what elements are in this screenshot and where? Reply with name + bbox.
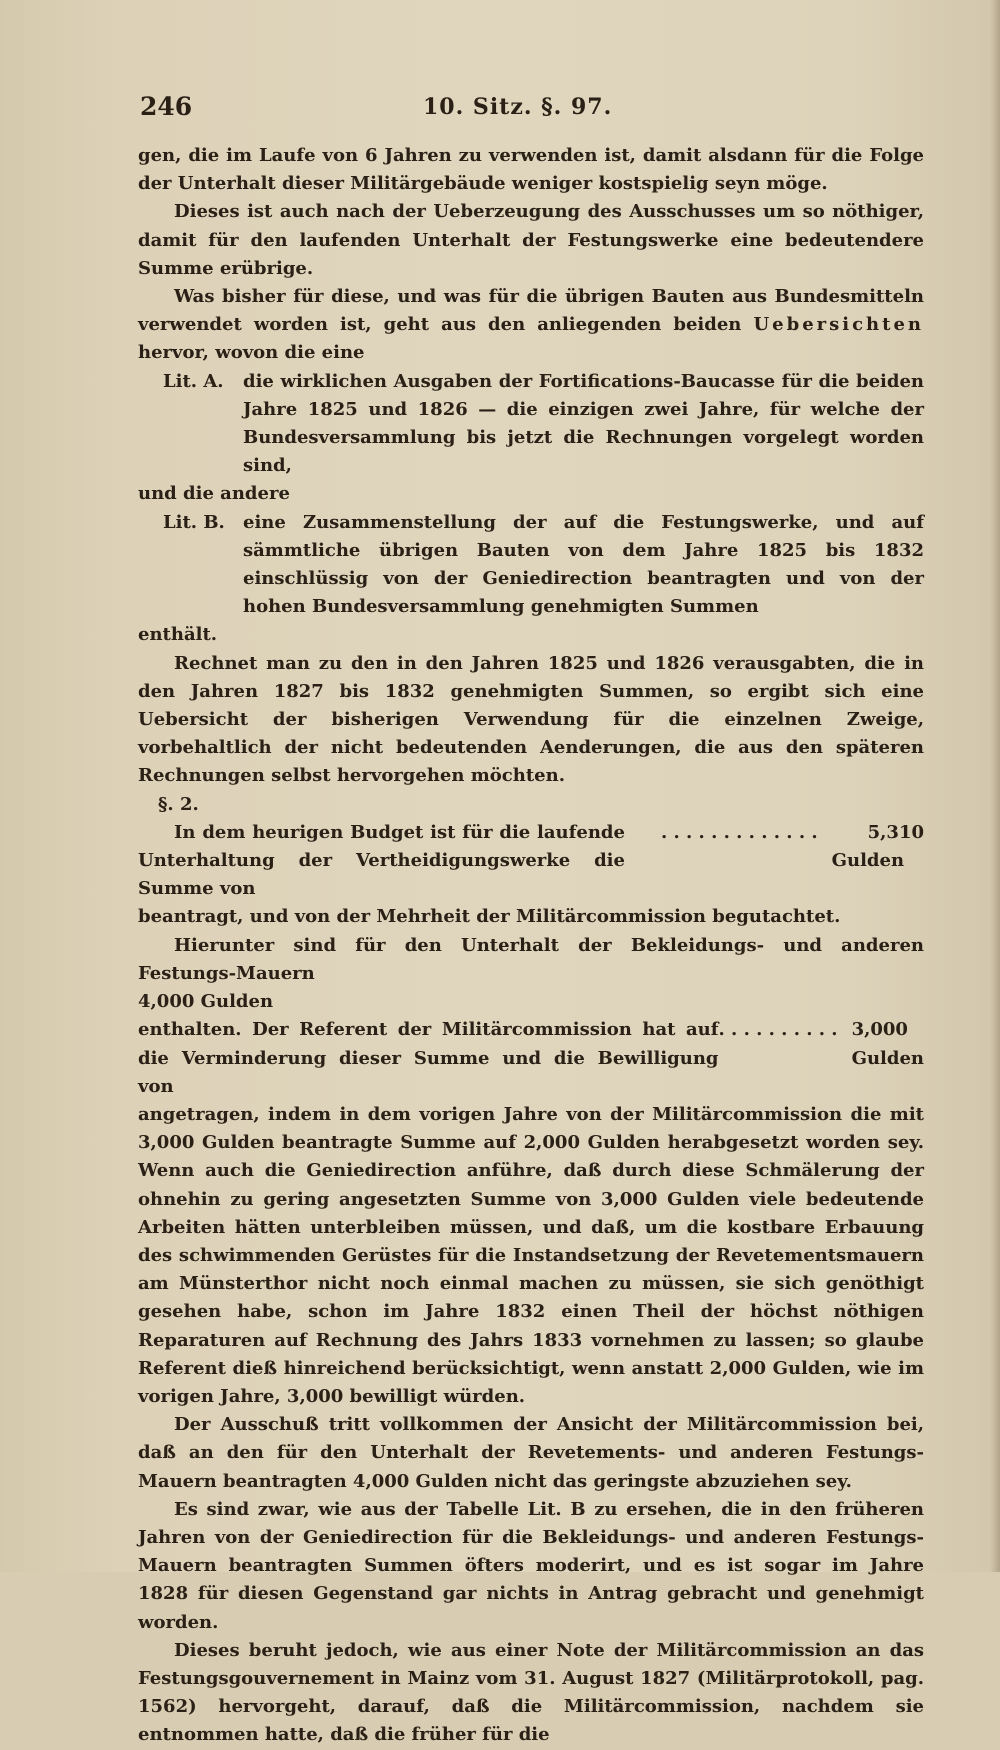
paragraph-6-text-b: enthalten. Der Referent der Militärcommission hat auf die Verminderung dieser Summe und die Bewilligung von bbox=[138, 1019, 719, 1097]
running-head: 10. Sitz. §. 97. bbox=[423, 94, 613, 120]
paragraph-6-line bbox=[138, 1016, 924, 1101]
section-heading: §. 2. bbox=[158, 793, 199, 815]
leader-dots-2: . . . . . . . . . . bbox=[718, 1019, 838, 1041]
lit-b-text: eine Zusammenstellung der auf die Festungswerke, und auf sämmtliche übrigen Bauten von dem Jahre 1825 bis 1832 einschlüssig von der Geniedirection beantragten und von der hohen Bundesversammlung genehmigten Summen bbox=[243, 511, 924, 618]
lit-b-label: Lit. B. bbox=[163, 511, 225, 533]
uebersichten-emphasis: Uebersichten bbox=[753, 314, 924, 336]
lit-a-entry bbox=[138, 368, 924, 481]
und-die-andere: und die andere bbox=[138, 483, 290, 505]
paragraph-8: Es sind zwar, wie aus der Tabelle Lit. B zu ersehen, die in den früheren Jahren von der Geniedirection für die Bekleidungs- und anderen Festungs-Mauern beantragten Summen öfters moderirt, und es ist sogar im Jahre 1828 für diesen Gegenstand gar nichts in Antrag gebracht und genehmigt worden. bbox=[138, 1498, 924, 1633]
enthaelt: enthält. bbox=[138, 624, 218, 646]
amount-3000: 3,000 Gulden bbox=[851, 1019, 924, 1069]
amount-5310: 5,310 Gulden bbox=[831, 821, 924, 872]
body-text bbox=[138, 142, 924, 1750]
lit-a-text: die wirklichen Ausgaben der Fortifications-Baucasse für die beiden Jahre 1825 und 1826 — die einzigen zwei Jahre, für welche der Bundesversammlung bis jetzt die Rechnungen vorgelegt worden sind, bbox=[243, 370, 924, 477]
paragraph-6-text-a: Hierunter sind für den Unterhalt der Bekleidungs- und anderen Festungs-Mauern bbox=[138, 934, 924, 984]
paragraph-5-line bbox=[138, 819, 924, 904]
lit-a-label: Lit. A. bbox=[163, 370, 224, 392]
page-number: 246 bbox=[140, 92, 193, 121]
paragraph-3 bbox=[138, 283, 924, 368]
paragraph-7: Der Ausschuß tritt vollkommen der Ansicht der Militärcommission bei, daß an den für den Unterhalt der Revetements- und anderen Festungs-Mauern beantragten 4,000 Gulden nicht das geringste abzuziehen sey. bbox=[138, 1414, 924, 1492]
paragraph-6-text-c: angetragen, indem in dem vorigen Jahre von der Militärcommission die mit 3,000 Gulden beantragte Summe auf 2,000 Gulden herabgesetzt worden sey. Wenn auch die Geniedirection anführe, daß durch diese Schmälerung der ohnehin zu gering angesetzten Summe von 3,000 Gulden viele bedeutende Arbeiten hätten unterbleiben müssen, und daß, um die kostbare Erbauung des schwimmenden Gerüstes für die Instandsetzung der Revetementsmauern am Münsterthor nicht noch einmal machen zu müssen, sie sich genöthigt gesehen habe, schon im Jahre 1832 einen Theil der höchst nöthigen Reparaturen auf Rechnung des Jahrs 1833 vornehmen zu lassen; so glaube Referent dieß hinreichend berücksichtigt, wenn anstatt 2,000 Gulden, wie im vorigen Jahre, 3,000 bewilligt würden. bbox=[138, 1103, 924, 1407]
amount-4000: 4,000 Gulden bbox=[138, 991, 274, 1013]
paragraph-5-text-b: beantragt, und von der Mehrheit der Militärcommission begutachtet. bbox=[138, 906, 841, 928]
leader-dots: . . . . . . . . . . . . . bbox=[660, 821, 818, 843]
paragraph-1: gen, die im Laufe von 6 Jahren zu verwenden ist, damit alsdann für die Folge der Unterhalt dieser Militärgebäude weniger kostspielig seyn möge. bbox=[138, 145, 924, 195]
page-header bbox=[140, 92, 880, 132]
paragraph-5-text-a: In dem heurigen Budget ist für die laufende Unterhaltung der Vertheidigungswerke die Summe von bbox=[138, 821, 625, 900]
lit-b-entry bbox=[138, 509, 924, 622]
paragraph-9: Dieses beruht jedoch, wie aus einer Note der Militärcommission an das Festungsgouvernement in Mainz vom 31. August 1827 (Militärprotokoll, pag. 1562) hervorgeht, darauf, daß die Militärcommission, nachdem sie entnommen hatte, daß die früher für die bbox=[138, 1639, 924, 1746]
paragraph-3-text-a: Was bisher für diese, und was für die übrigen Bauten aus Bundesmitteln verwendet worden ist, geht aus den anliegenden beiden bbox=[138, 286, 924, 336]
paragraph-3-text-b: hervor, wovon die eine bbox=[138, 342, 365, 364]
paragraph-4: Rechnet man zu den in den Jahren 1825 und 1826 verausgabten, die in den Jahren 1827 bis 1832 genehmigten Summen, so ergibt sich eine Uebersicht der bisherigen Verwendung für die einzelnen Zweige, vorbehaltlich der nicht bedeutenden Aenderungen, die aus den späteren Rechnungen selbst hervorgehen möchten. bbox=[138, 652, 924, 787]
paragraph-2: Dieses ist auch nach der Ueberzeugung des Ausschusses um so nöthiger, damit für den laufenden Unterhalt der Festungswerke eine bedeutendere Summe erübrige. bbox=[138, 201, 924, 279]
